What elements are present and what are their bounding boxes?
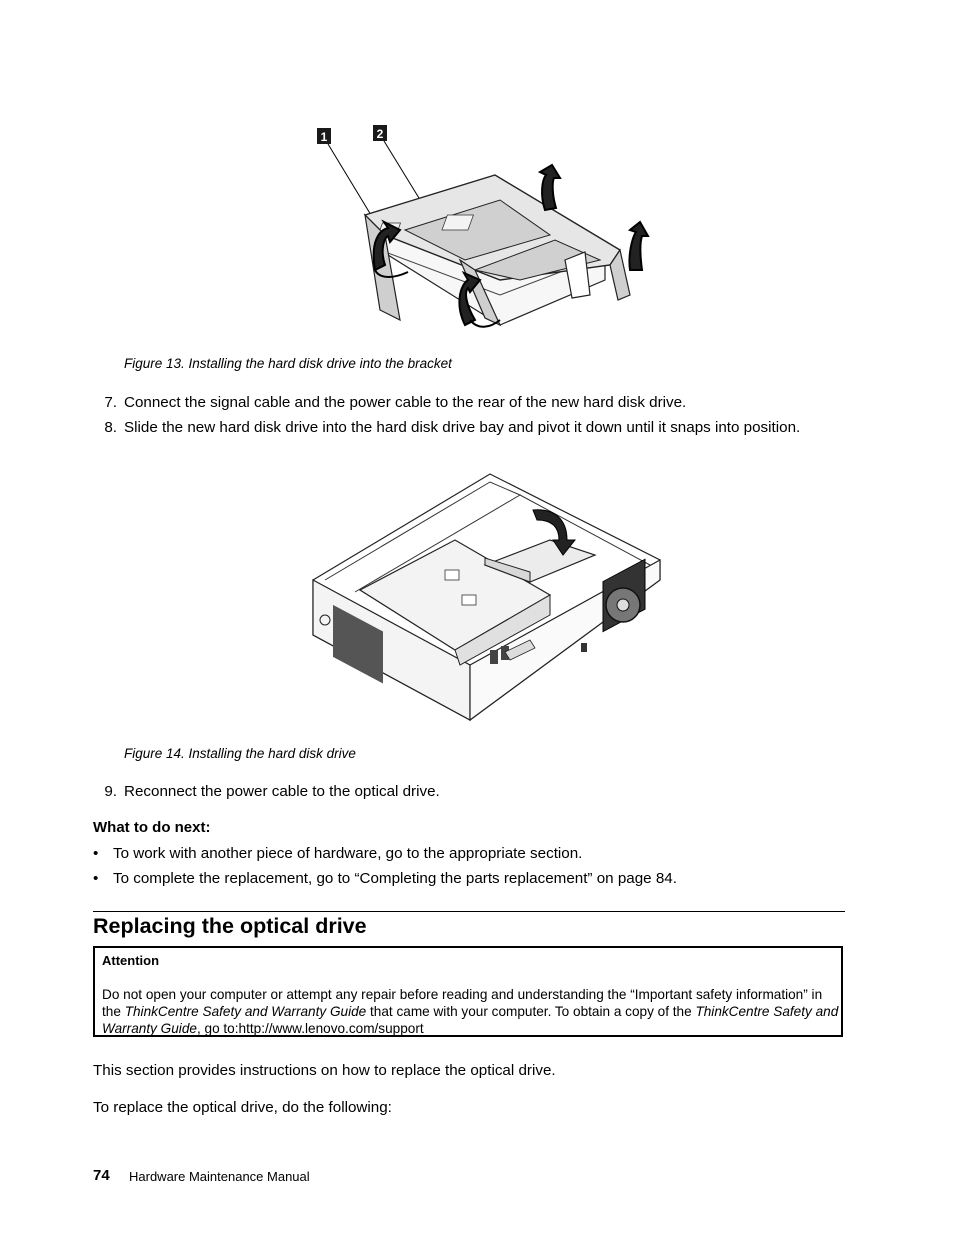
figure-14-caption: Figure 14. Installing the hard disk drive [124,746,356,761]
bullet-dot: • [93,870,99,887]
attention-title: Attention [102,953,160,968]
callout-1-label: 1 [320,130,328,144]
step-8 [0,419,954,439]
attention-body: Do not open your computer or attempt any repair before reading and understanding the “Important safety information” in the ThinkCentre Safety and Warranty Guide that came with your computer. To obtain a copy of the ThinkCentre Safety and Warranty Guide, go to:http://www.lenovo.com/support [102,987,839,1036]
bullet-text: To complete the replacement, go to “Completing the parts replacement” on page 84. [113,870,677,887]
step-text: Reconnect the power cable to the optical drive. [124,783,440,800]
figure-13-illustration [300,120,660,345]
step-7 [0,394,954,414]
manual-title: Hardware Maintenance Manual [129,1169,310,1184]
bullet-dot: • [93,845,99,862]
section-title: Replacing the optical drive [93,914,367,938]
page-number: 74 [93,1167,110,1184]
safety-guide-title: ThinkCentre Safety and Warranty Guide [102,1004,839,1036]
what-to-do-next-heading: What to do next: [93,819,211,836]
procedure-lead-in: To replace the optical drive, do the following: [93,1099,392,1116]
step-text: Slide the new hard disk drive into the hard disk drive bay and pivot it down until it snaps into position. [124,419,801,436]
attention-notice [93,946,843,1037]
intro-paragraph: This section provides instructions on how to replace the optical drive. [93,1062,556,1079]
step-text: Connect the signal cable and the power cable to the rear of the new hard disk drive. [124,394,687,411]
callout-2-label: 2 [376,127,384,141]
bullet-text: To work with another piece of hardware, go to the appropriate section. [113,845,583,862]
figure-13-caption: Figure 13. Installing the hard disk drive into the bracket [124,356,452,371]
section-divider [93,911,845,912]
safety-guide-title: ThinkCentre Safety and Warranty Guide [124,1004,367,1019]
step-9 [0,783,954,803]
step-number: 8. [104,419,117,436]
step-number: 9. [104,783,117,800]
figure-14-illustration [305,470,665,725]
step-number: 7. [104,394,117,411]
